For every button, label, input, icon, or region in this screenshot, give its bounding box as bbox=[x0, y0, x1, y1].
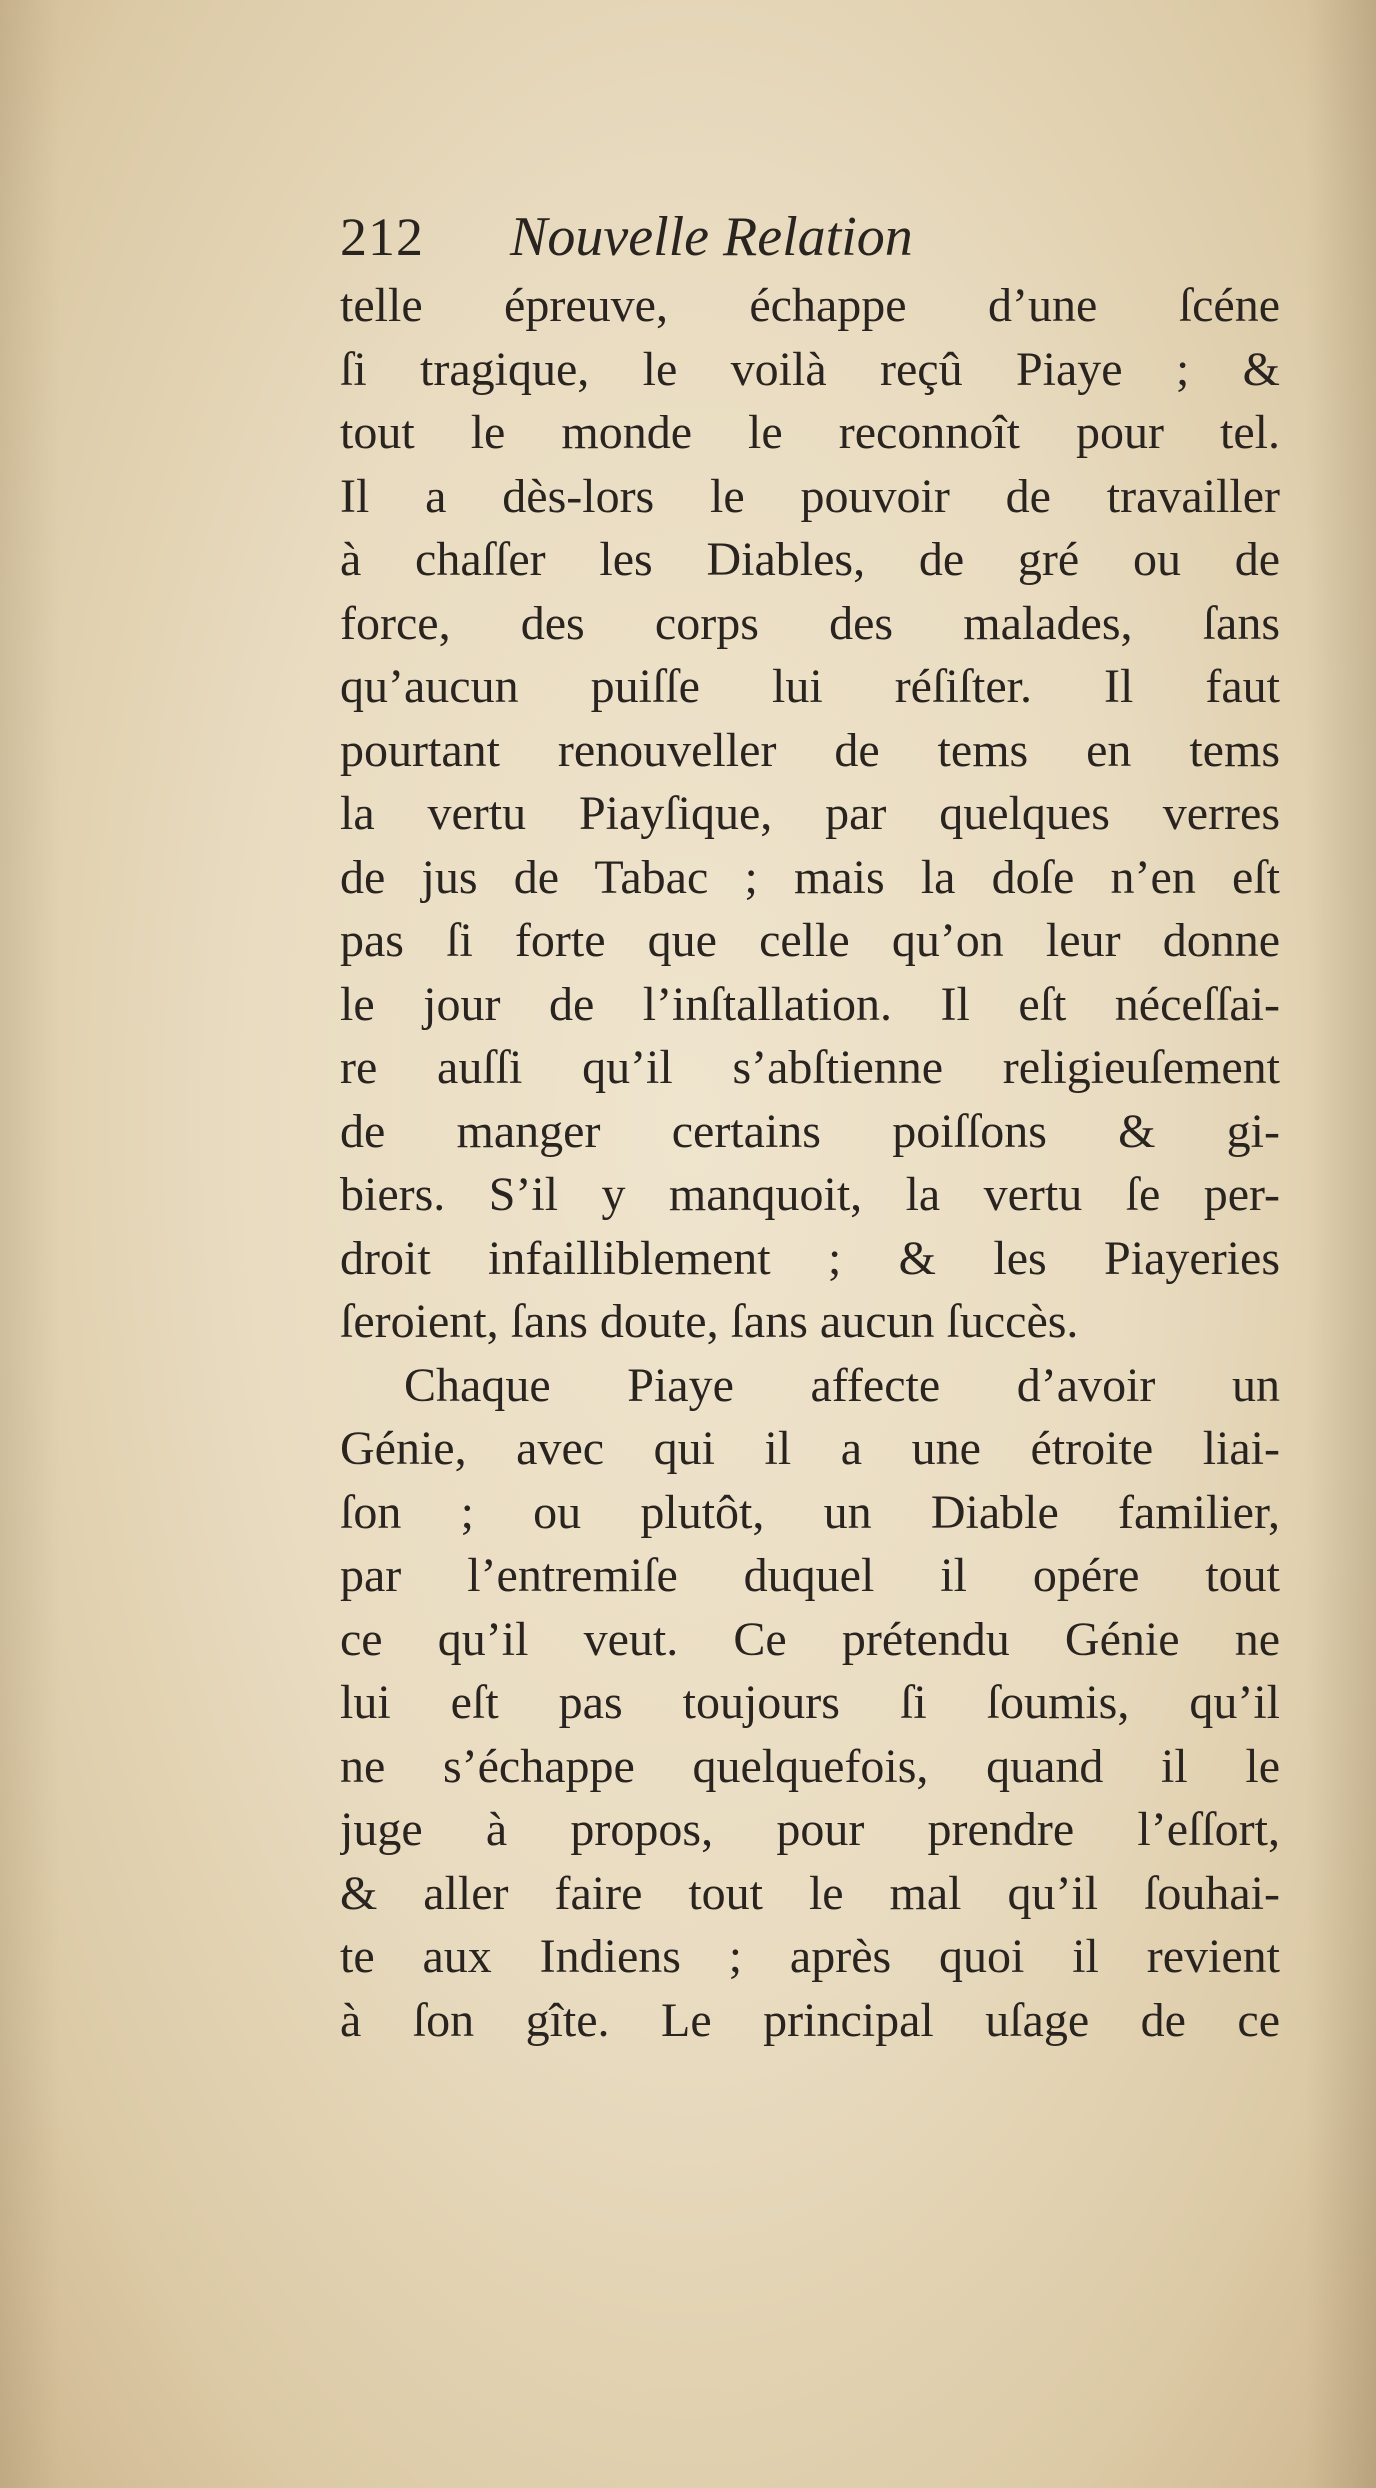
text-line: force, des corps des malades, ſans bbox=[340, 596, 1280, 650]
text-line: biers. S’il y manquoit, la vertu ſe per- bbox=[340, 1168, 1280, 1221]
text-line: & aller faire tout le mal qu’il ſouhai- bbox=[340, 1866, 1280, 1920]
text-line: la vertu Piayſique, par quelques verres bbox=[340, 787, 1280, 840]
running-title: Nouvelle Relation bbox=[510, 206, 913, 268]
text-line: à chaſſer les Diables, de gré ou de bbox=[340, 533, 1280, 586]
text-line: ne s’échappe quelquefois, quand il le bbox=[340, 1739, 1280, 1793]
text-line: Chaque Piaye affecte d’avoir un bbox=[404, 1358, 1280, 1412]
text-line: ſon ; ou plutôt, un Diable familier, bbox=[340, 1485, 1280, 1539]
text-line: ſeroient, ſans doute, ſans aucun ſuccès. bbox=[340, 1295, 1079, 1348]
text-block bbox=[340, 200, 1280, 2052]
text-line: lui eſt pas toujours ſi ſoumis, qu’il bbox=[340, 1676, 1280, 1729]
text-line: à ſon gîte. Le principal uſage de ce bbox=[340, 1993, 1280, 2047]
body-text bbox=[340, 274, 1280, 2052]
text-line: qu’aucun puiſſe lui réſiſter. Il faut bbox=[340, 660, 1280, 713]
text-line: le jour de l’inſtallation. Il eſt néceſſai- bbox=[340, 977, 1280, 1031]
text-line: Il a dès-lors le pouvoir de travailler bbox=[340, 469, 1280, 523]
text-line: de jus de Tabac ; mais la doſe n’en eſt bbox=[340, 850, 1280, 904]
text-line: tout le monde le reconnoît pour tel. bbox=[340, 406, 1280, 459]
text-line: Génie, avec qui il a une étroite liai- bbox=[340, 1422, 1280, 1475]
text-line: droit infailliblement ; & les Piayeries bbox=[340, 1231, 1280, 1285]
text-line: ſi tragique, le voilà reçû Piaye ; & bbox=[340, 342, 1280, 396]
text-line: de manger certains poiſſons & gi- bbox=[340, 1104, 1280, 1158]
page-number: 212 bbox=[340, 207, 424, 267]
running-head bbox=[340, 200, 1280, 274]
text-line: telle épreuve, échappe d’une ſcéne bbox=[340, 279, 1280, 332]
text-line: te aux Indiens ; après quoi il revient bbox=[340, 1930, 1280, 1983]
text-line: juge à propos, pour prendre l’eſſort, bbox=[340, 1803, 1280, 1856]
text-line: pourtant renouveller de tems en tems bbox=[340, 723, 1280, 777]
text-line: re auſſi qu’il s’abſtienne religieuſement bbox=[340, 1041, 1280, 1094]
text-line: pas ſi forte que celle qu’on leur donne bbox=[340, 914, 1280, 967]
text-line: par l’entremiſe duquel il opére tout bbox=[340, 1549, 1280, 1602]
text-line: ce qu’il veut. Ce prétendu Génie ne bbox=[340, 1612, 1280, 1666]
